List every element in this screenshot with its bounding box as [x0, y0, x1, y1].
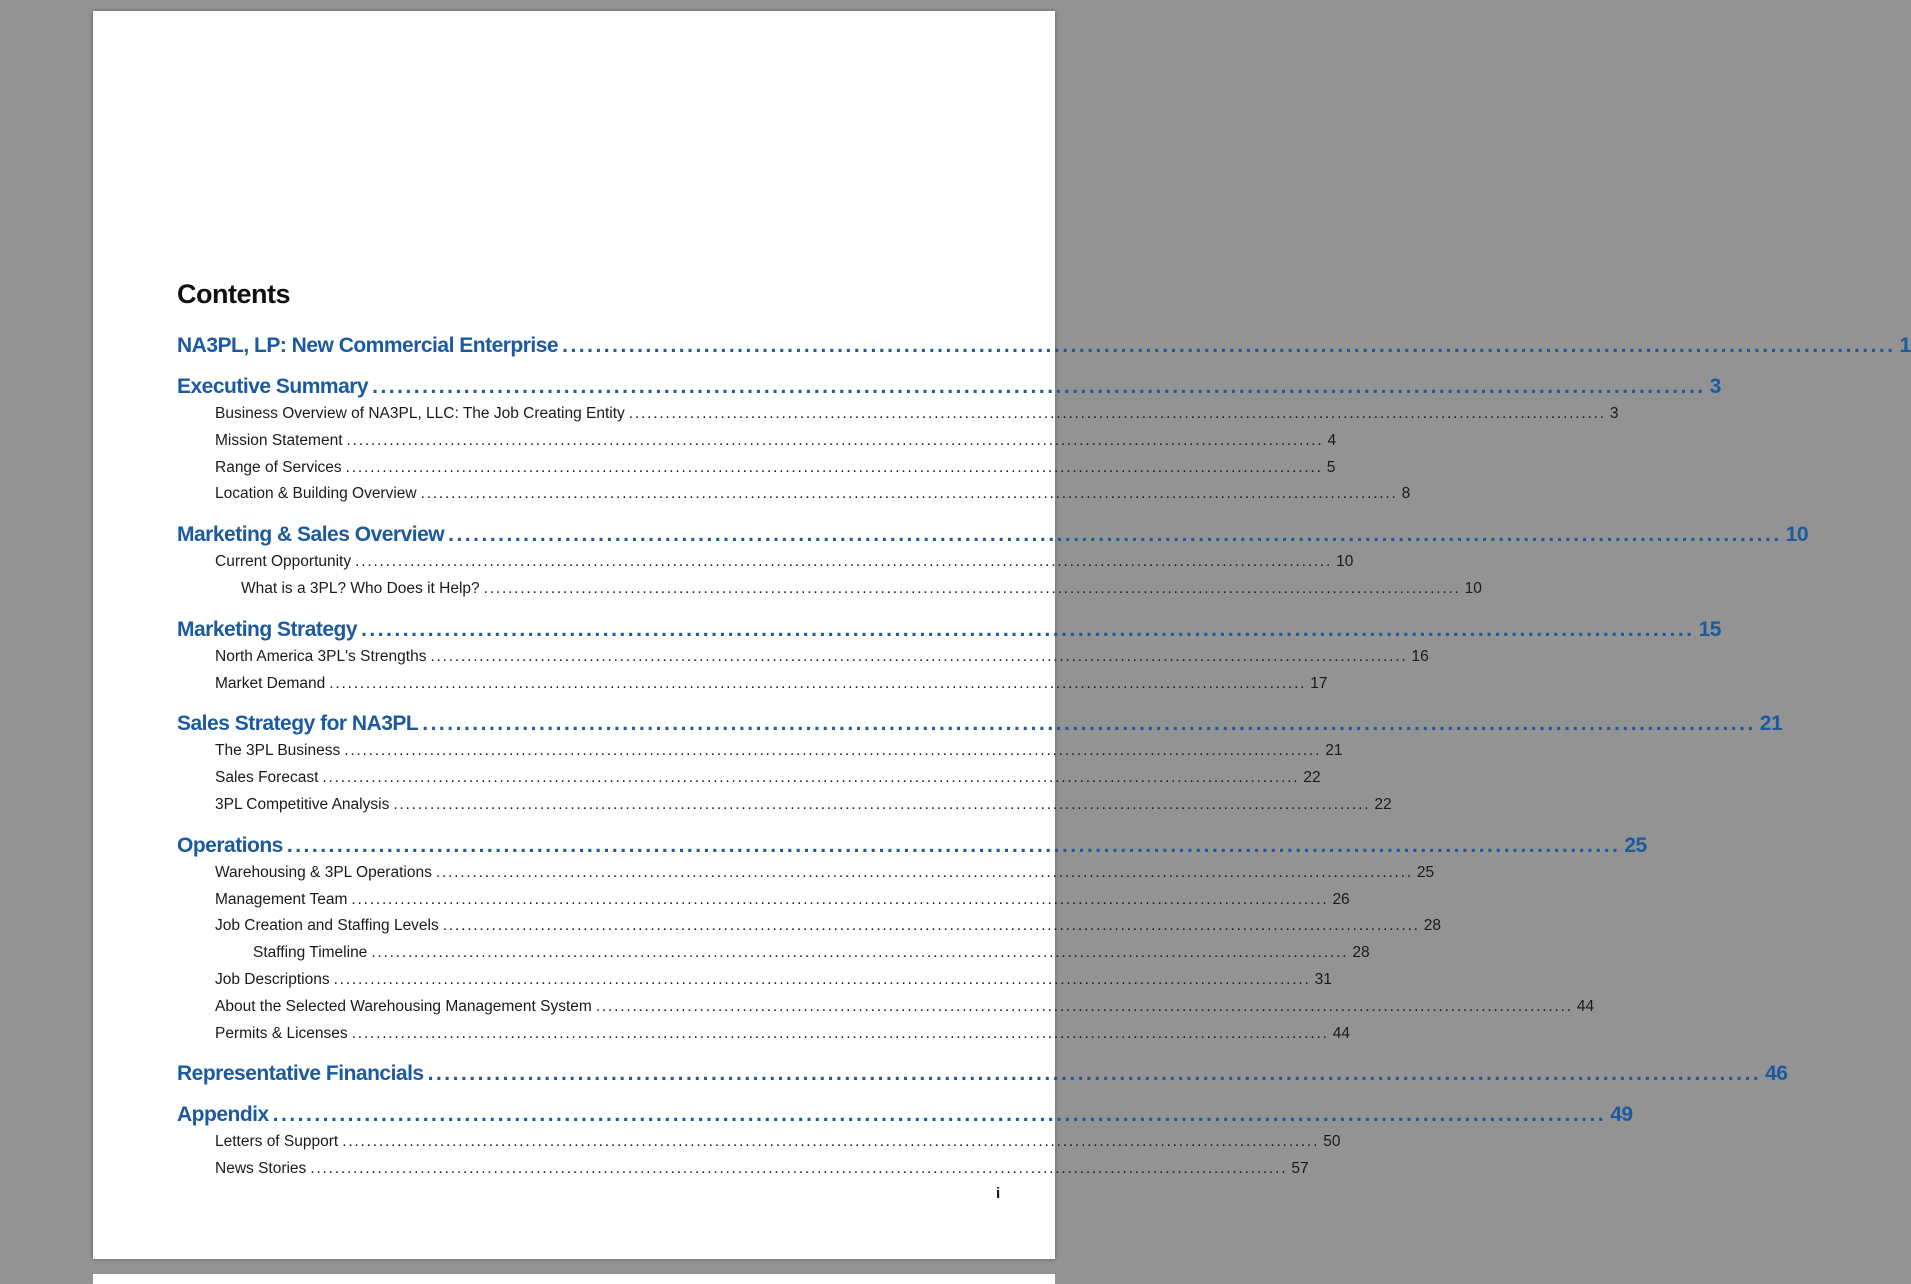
- toc-entry-title: Sales Strategy for NA3PL: [177, 712, 419, 735]
- toc-dot-leader: ................................................................................................................................................................: [355, 553, 1333, 570]
- toc-entry-level-3[interactable]: [241, 580, 1482, 602]
- toc-entry-level-1[interactable]: [177, 334, 1911, 362]
- toc-entry-level-2[interactable]: [215, 864, 1435, 886]
- toc-entry-title: Representative Financials: [177, 1062, 424, 1085]
- toc-entry-level-1[interactable]: [177, 1103, 1633, 1131]
- toc-entry-page: 44: [1332, 1025, 1350, 1042]
- next-page-edge: [93, 1274, 1055, 1284]
- toc-entry-level-2[interactable]: [215, 1025, 1350, 1047]
- toc-entry-title: Warehousing & 3PL Operations: [215, 864, 432, 881]
- toc-dot-leader: ................................................................................................................................................................: [430, 648, 1408, 665]
- toc-entry-title: Marketing & Sales Overview: [177, 523, 445, 546]
- toc-entry-title: What is a 3PL? Who Does it Help?: [241, 580, 480, 597]
- toc-entry-title: Market Demand: [215, 675, 326, 692]
- toc-entry-level-3[interactable]: [253, 944, 1370, 966]
- toc-entry-title: Location & Building Overview: [215, 485, 417, 502]
- toc-entry-title: Current Opportunity: [215, 553, 352, 570]
- toc-entry-title: Executive Summary: [177, 375, 369, 398]
- toc-entry-level-2[interactable]: [215, 405, 1619, 427]
- toc-dot-leader: ................................................................................................................................................................: [420, 485, 1398, 502]
- toc-dot-leader: ................................................................................................................................................................: [361, 618, 1695, 641]
- toc-entry-title: NA3PL, LP: New Commercial Enterprise: [177, 334, 559, 357]
- toc-entry-page: 21: [1325, 742, 1343, 759]
- toc-entry-level-2[interactable]: [215, 675, 1328, 697]
- toc-entry-page: 10: [1336, 553, 1354, 570]
- toc-entry-page: 50: [1323, 1133, 1341, 1150]
- toc-entry-level-2[interactable]: [215, 917, 1442, 939]
- toc-dot-leader: ................................................................................................................................................................: [371, 944, 1349, 961]
- toc-entry-page: 21: [1759, 712, 1783, 735]
- toc-dot-leader: ................................................................................................................................................................: [562, 334, 1896, 357]
- toc-entry-page: 22: [1303, 769, 1321, 786]
- toc-dot-leader: ................................................................................................................................................................: [344, 742, 1322, 759]
- toc-entry-title: About the Selected Warehousing Management System: [215, 998, 592, 1015]
- toc-dot-leader: ................................................................................................................................................................: [346, 432, 1324, 449]
- toc-dot-leader: ................................................................................................................................................................: [286, 834, 1621, 857]
- toc-dot-leader: ................................................................................................................................................................: [435, 864, 1413, 881]
- toc-entry-level-1[interactable]: [177, 1062, 1788, 1090]
- toc-entry-page: 3: [1609, 405, 1619, 422]
- toc-entry-level-2[interactable]: [215, 1160, 1309, 1182]
- page-number: i: [996, 1185, 1001, 1202]
- toc-entry-level-1[interactable]: [177, 618, 1721, 646]
- toc-dot-leader: ................................................................................................................................................................: [372, 375, 1706, 398]
- toc-entry-page: 46: [1765, 1062, 1788, 1085]
- toc-entry-page: 57: [1291, 1160, 1309, 1177]
- toc-entry-page: 49: [1610, 1103, 1633, 1126]
- toc-entry-page: 25: [1416, 864, 1435, 881]
- toc-entry-page: 26: [1332, 891, 1350, 908]
- toc-entry-page: 25: [1624, 834, 1647, 857]
- toc-entry-level-2[interactable]: [215, 553, 1354, 575]
- toc-entry-page: 4: [1327, 432, 1337, 449]
- toc-dot-leader: ................................................................................................................................................................: [628, 405, 1606, 422]
- toc-entry-level-2[interactable]: [215, 432, 1337, 454]
- toc-dot-leader: ................................................................................................................................................................: [393, 796, 1371, 813]
- toc-entry-page: 3: [1709, 375, 1721, 398]
- toc-entry-title: Mission Statement: [215, 432, 343, 449]
- toc-entry-level-2[interactable]: [215, 459, 1336, 481]
- toc-entry-title: Job Descriptions: [215, 971, 330, 988]
- toc-entry-title: Sales Forecast: [215, 769, 319, 786]
- toc-entry-level-1[interactable]: [177, 375, 1721, 403]
- toc-entry-page: 1: [1899, 334, 1911, 357]
- toc-entry-title: Marketing Strategy: [177, 618, 358, 641]
- toc-entry-title: Range of Services: [215, 459, 342, 476]
- toc-entry-level-2[interactable]: [215, 1133, 1341, 1155]
- toc-entry-page: 28: [1352, 944, 1370, 961]
- toc-dot-leader: ................................................................................................................................................................: [322, 769, 1300, 786]
- toc-entry-level-2[interactable]: [215, 742, 1343, 764]
- toc-dot-leader: ................................................................................................................................................................: [595, 998, 1573, 1015]
- toc-entry-level-2[interactable]: [215, 998, 1595, 1020]
- toc-entry-title: North America 3PL's Strengths: [215, 648, 427, 665]
- toc-entry-page: 10: [1464, 580, 1482, 597]
- contents-heading: Contents: [177, 279, 290, 309]
- toc-entry-title: 3PL Competitive Analysis: [215, 796, 390, 813]
- toc-entry-page: 28: [1423, 917, 1442, 934]
- toc-dot-leader: ................................................................................................................................................................: [442, 917, 1420, 934]
- toc-dot-leader: ................................................................................................................................................................: [342, 1133, 1320, 1150]
- toc-dot-leader: ................................................................................................................................................................: [422, 712, 1756, 735]
- toc-entry-page: 31: [1314, 971, 1332, 988]
- toc-entry-page: 5: [1326, 459, 1336, 476]
- toc-entry-title: The 3PL Business: [215, 742, 341, 759]
- toc-entry-title: Job Creation and Staffing Levels: [215, 917, 439, 934]
- toc-entry-title: Appendix: [177, 1103, 269, 1126]
- toc-entry-page: 15: [1698, 618, 1721, 641]
- toc-dot-leader: ................................................................................................................................................................: [483, 580, 1461, 597]
- toc-entry-title: Business Overview of NA3PL, LLC: The Job Creating Entity: [215, 405, 625, 422]
- toc-entry-title: Operations: [177, 834, 283, 857]
- toc-entry-page: 8: [1401, 485, 1411, 502]
- toc-entry-level-1[interactable]: [177, 523, 1809, 551]
- toc-entry-title: News Stories: [215, 1160, 307, 1177]
- toc-entry-page: 17: [1310, 675, 1328, 692]
- toc-entry-page: 22: [1374, 796, 1392, 813]
- toc-entry-level-1[interactable]: [177, 834, 1647, 862]
- toc-entry-level-2[interactable]: [215, 796, 1392, 818]
- toc-dot-leader: ................................................................................................................................................................: [345, 459, 1323, 476]
- toc-dot-leader: ................................................................................................................................................................: [329, 675, 1307, 692]
- toc-dot-leader: ................................................................................................................................................................: [333, 971, 1311, 988]
- toc-entry-level-2[interactable]: [215, 769, 1321, 791]
- toc-entry-page: 10: [1785, 523, 1809, 546]
- toc-entry-page: 44: [1576, 998, 1595, 1015]
- toc-entry-title: Permits & Licenses: [215, 1025, 348, 1042]
- toc-dot-leader: ................................................................................................................................................................: [351, 1025, 1329, 1042]
- toc-entry-level-2[interactable]: [215, 971, 1332, 993]
- toc-dot-leader: ................................................................................................................................................................: [351, 891, 1329, 908]
- toc-entry-level-2[interactable]: [215, 891, 1350, 913]
- toc-entry-level-2[interactable]: [215, 485, 1411, 507]
- toc-entry-page: 16: [1411, 648, 1429, 665]
- toc-entry-level-2[interactable]: [215, 648, 1429, 670]
- document-page: [93, 11, 1911, 1259]
- toc-dot-leader: ................................................................................................................................................................: [448, 523, 1782, 546]
- toc-entry-title: Management Team: [215, 891, 348, 908]
- toc-entry-title: Letters of Support: [215, 1133, 339, 1150]
- toc-dot-leader: ................................................................................................................................................................: [427, 1062, 1762, 1085]
- toc-entry-level-1[interactable]: [177, 712, 1783, 740]
- toc-dot-leader: ................................................................................................................................................................: [272, 1103, 1607, 1126]
- toc-dot-leader: ................................................................................................................................................................: [310, 1160, 1288, 1177]
- toc-entry-title: Staffing Timeline: [253, 944, 368, 961]
